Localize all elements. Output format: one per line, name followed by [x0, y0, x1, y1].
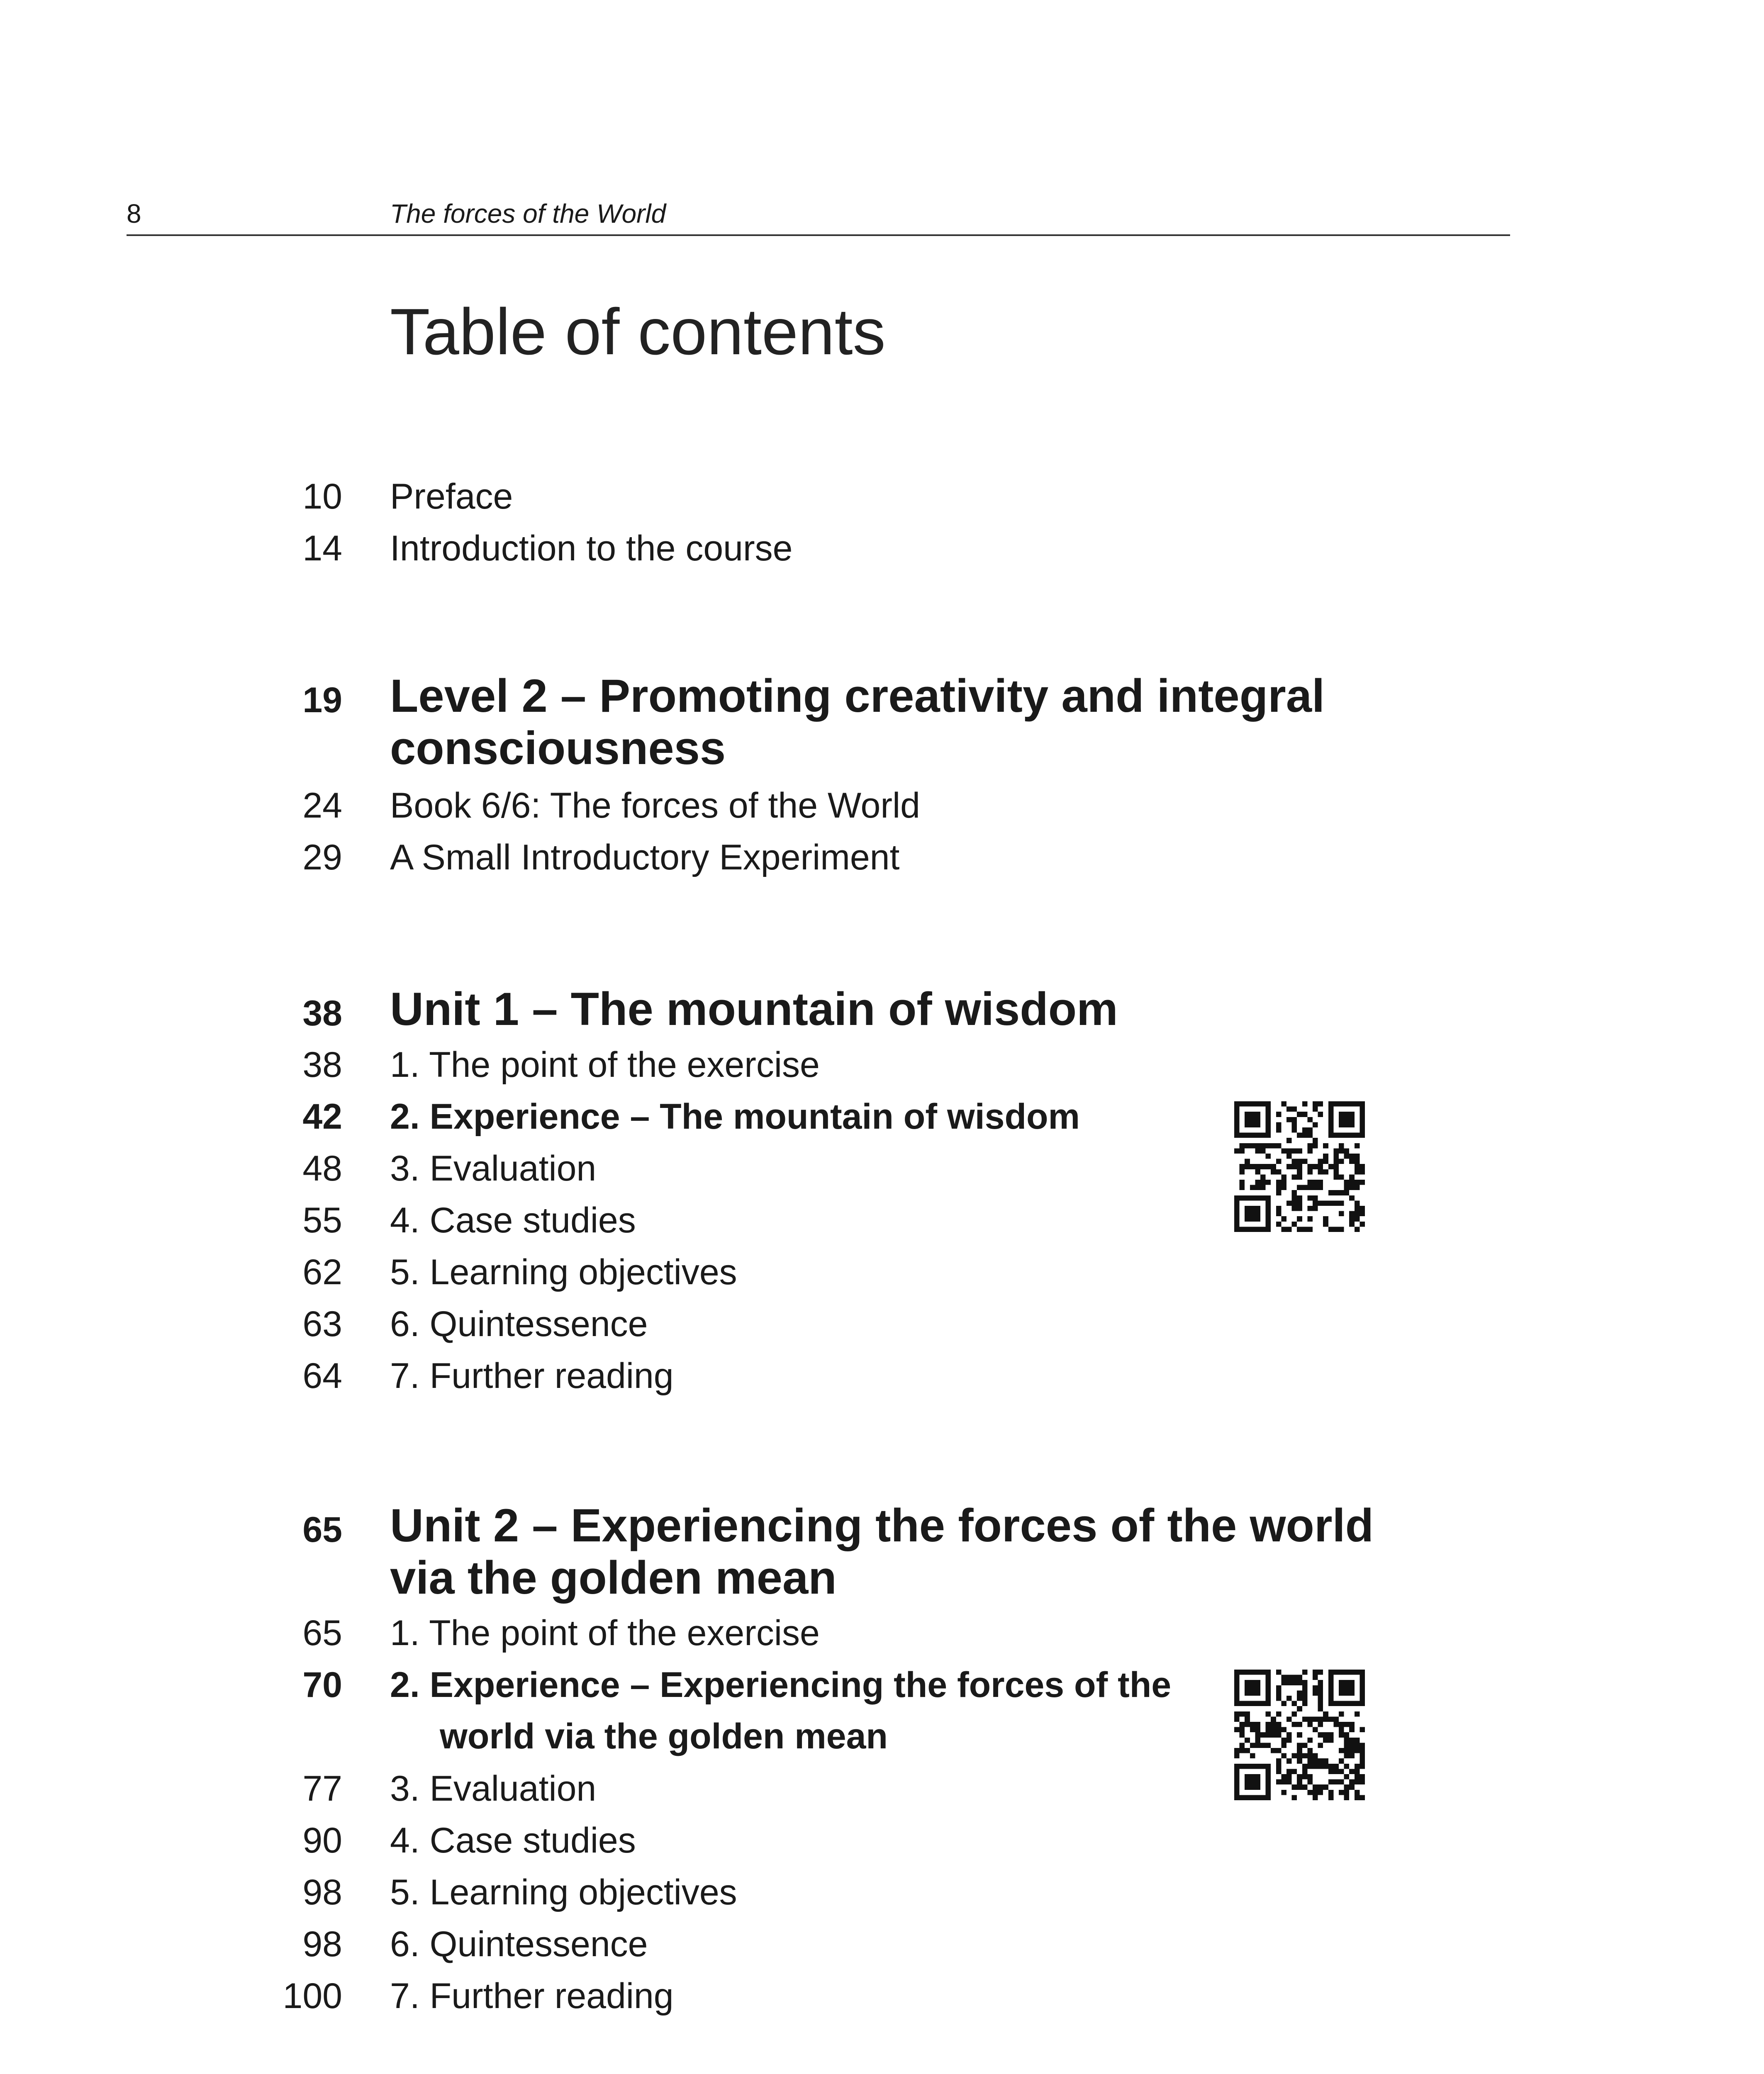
toc-entry-line: world via the golden mean — [440, 1716, 888, 1756]
toc-heading-label — [390, 1500, 1427, 1604]
toc-unit2-heading[interactable] — [266, 1500, 1386, 1604]
toc-page-number: 98 — [302, 1872, 342, 1912]
toc-page-number: 38 — [302, 1045, 342, 1085]
toc-entry-preface[interactable] — [266, 471, 1386, 522]
toc-entry[interactable] — [266, 1298, 1386, 1350]
toc-entry[interactable] — [266, 1195, 1386, 1246]
toc-page-number: 65 — [302, 1510, 342, 1550]
toc-page-number: 24 — [302, 786, 342, 825]
toc-entry-label: 1. The point of the exercise — [390, 1613, 820, 1653]
toc-entry[interactable] — [266, 832, 1386, 883]
qr-code-graphic — [1234, 1670, 1365, 1800]
toc-title: Table of contents — [390, 295, 886, 368]
toc-entry[interactable] — [266, 1350, 1386, 1402]
toc-page-number: 63 — [302, 1304, 342, 1344]
toc-entry[interactable] — [266, 1246, 1386, 1298]
toc-page-number: 42 — [302, 1097, 342, 1137]
toc-entry-introduction[interactable] — [266, 523, 1386, 574]
toc-entry-label: Preface — [390, 477, 513, 516]
qr-code-icon[interactable] — [1234, 1670, 1365, 1800]
toc-page-number: 77 — [302, 1769, 342, 1809]
qr-code-icon[interactable] — [1234, 1101, 1365, 1232]
toc-unit1-heading[interactable] — [266, 983, 1386, 1035]
toc-entry-label: 6. Quintessence — [390, 1304, 648, 1344]
toc-entry-experience[interactable] — [266, 1659, 1386, 1762]
toc-entry-label: 7. Further reading — [390, 1976, 674, 2016]
toc-heading-line: Unit 2 – Experiencing the forces of the world — [390, 1500, 1374, 1551]
running-header — [127, 195, 1510, 236]
toc-entry[interactable] — [266, 1763, 1386, 1814]
toc-entry-label: 1. The point of the exercise — [390, 1045, 820, 1085]
toc-entry-label: 7. Further reading — [390, 1356, 674, 1396]
toc-page-number: 55 — [302, 1200, 342, 1240]
toc-entry-label: Book 6/6: The forces of the World — [390, 786, 920, 825]
toc-level-heading[interactable] — [266, 670, 1386, 774]
toc-page-number: 38 — [302, 993, 342, 1033]
toc-page-number: 14 — [302, 528, 342, 568]
toc-page-number: 100 — [283, 1976, 342, 2016]
toc-page-number: 29 — [302, 837, 342, 877]
toc-page-number: 48 — [302, 1149, 342, 1188]
toc-page-number: 65 — [302, 1613, 342, 1653]
toc-entry[interactable] — [266, 1607, 1386, 1659]
running-title: The forces of the World — [390, 199, 666, 229]
toc-entry-label: 6. Quintessence — [390, 1924, 648, 1964]
toc-entry[interactable] — [266, 1815, 1386, 1866]
toc-entry-label: A Small Introductory Experiment — [390, 837, 900, 877]
toc-heading-line: Level 2 – Promoting creativity and integral — [390, 670, 1325, 722]
toc-entry[interactable] — [266, 1867, 1386, 1918]
toc-entry-label: 2. Experience – The mountain of wisdom — [390, 1097, 1080, 1137]
page-number: 8 — [127, 199, 141, 229]
toc-entry-label: 3. Evaluation — [390, 1149, 597, 1188]
toc-page-number: 62 — [302, 1252, 342, 1292]
toc-page-number: 64 — [302, 1356, 342, 1396]
qr-code-graphic — [1234, 1101, 1365, 1232]
toc-entry-label: 5. Learning objectives — [390, 1872, 737, 1912]
toc-entry[interactable] — [266, 1039, 1386, 1091]
toc-entry[interactable] — [266, 1143, 1386, 1194]
toc-entry[interactable] — [266, 1970, 1386, 2022]
toc-entry-label: Introduction to the course — [390, 528, 793, 568]
toc-page-number: 98 — [302, 1924, 342, 1964]
toc-entry-label: 4. Case studies — [390, 1200, 636, 1240]
toc-entry-label: 3. Evaluation — [390, 1769, 597, 1809]
toc-page-number: 10 — [302, 477, 342, 516]
toc-entry-label: 4. Case studies — [390, 1821, 636, 1860]
toc-entry-label: 5. Learning objectives — [390, 1252, 737, 1292]
toc-entry[interactable] — [266, 780, 1386, 831]
toc-entry-experience[interactable] — [266, 1091, 1386, 1142]
toc-heading-label: Unit 1 – The mountain of wisdom — [390, 983, 1118, 1035]
toc-entry-line: 2. Experience – Experiencing the forces of the — [390, 1665, 1172, 1705]
toc-page-number: 70 — [302, 1665, 342, 1705]
toc-page-number: 90 — [302, 1821, 342, 1860]
toc-heading-line: consciousness — [390, 722, 726, 774]
toc-heading-label — [390, 670, 1427, 774]
toc-heading-line: via the golden mean — [390, 1552, 837, 1604]
toc-entry[interactable] — [266, 1918, 1386, 1970]
toc-page-number: 19 — [302, 680, 342, 720]
